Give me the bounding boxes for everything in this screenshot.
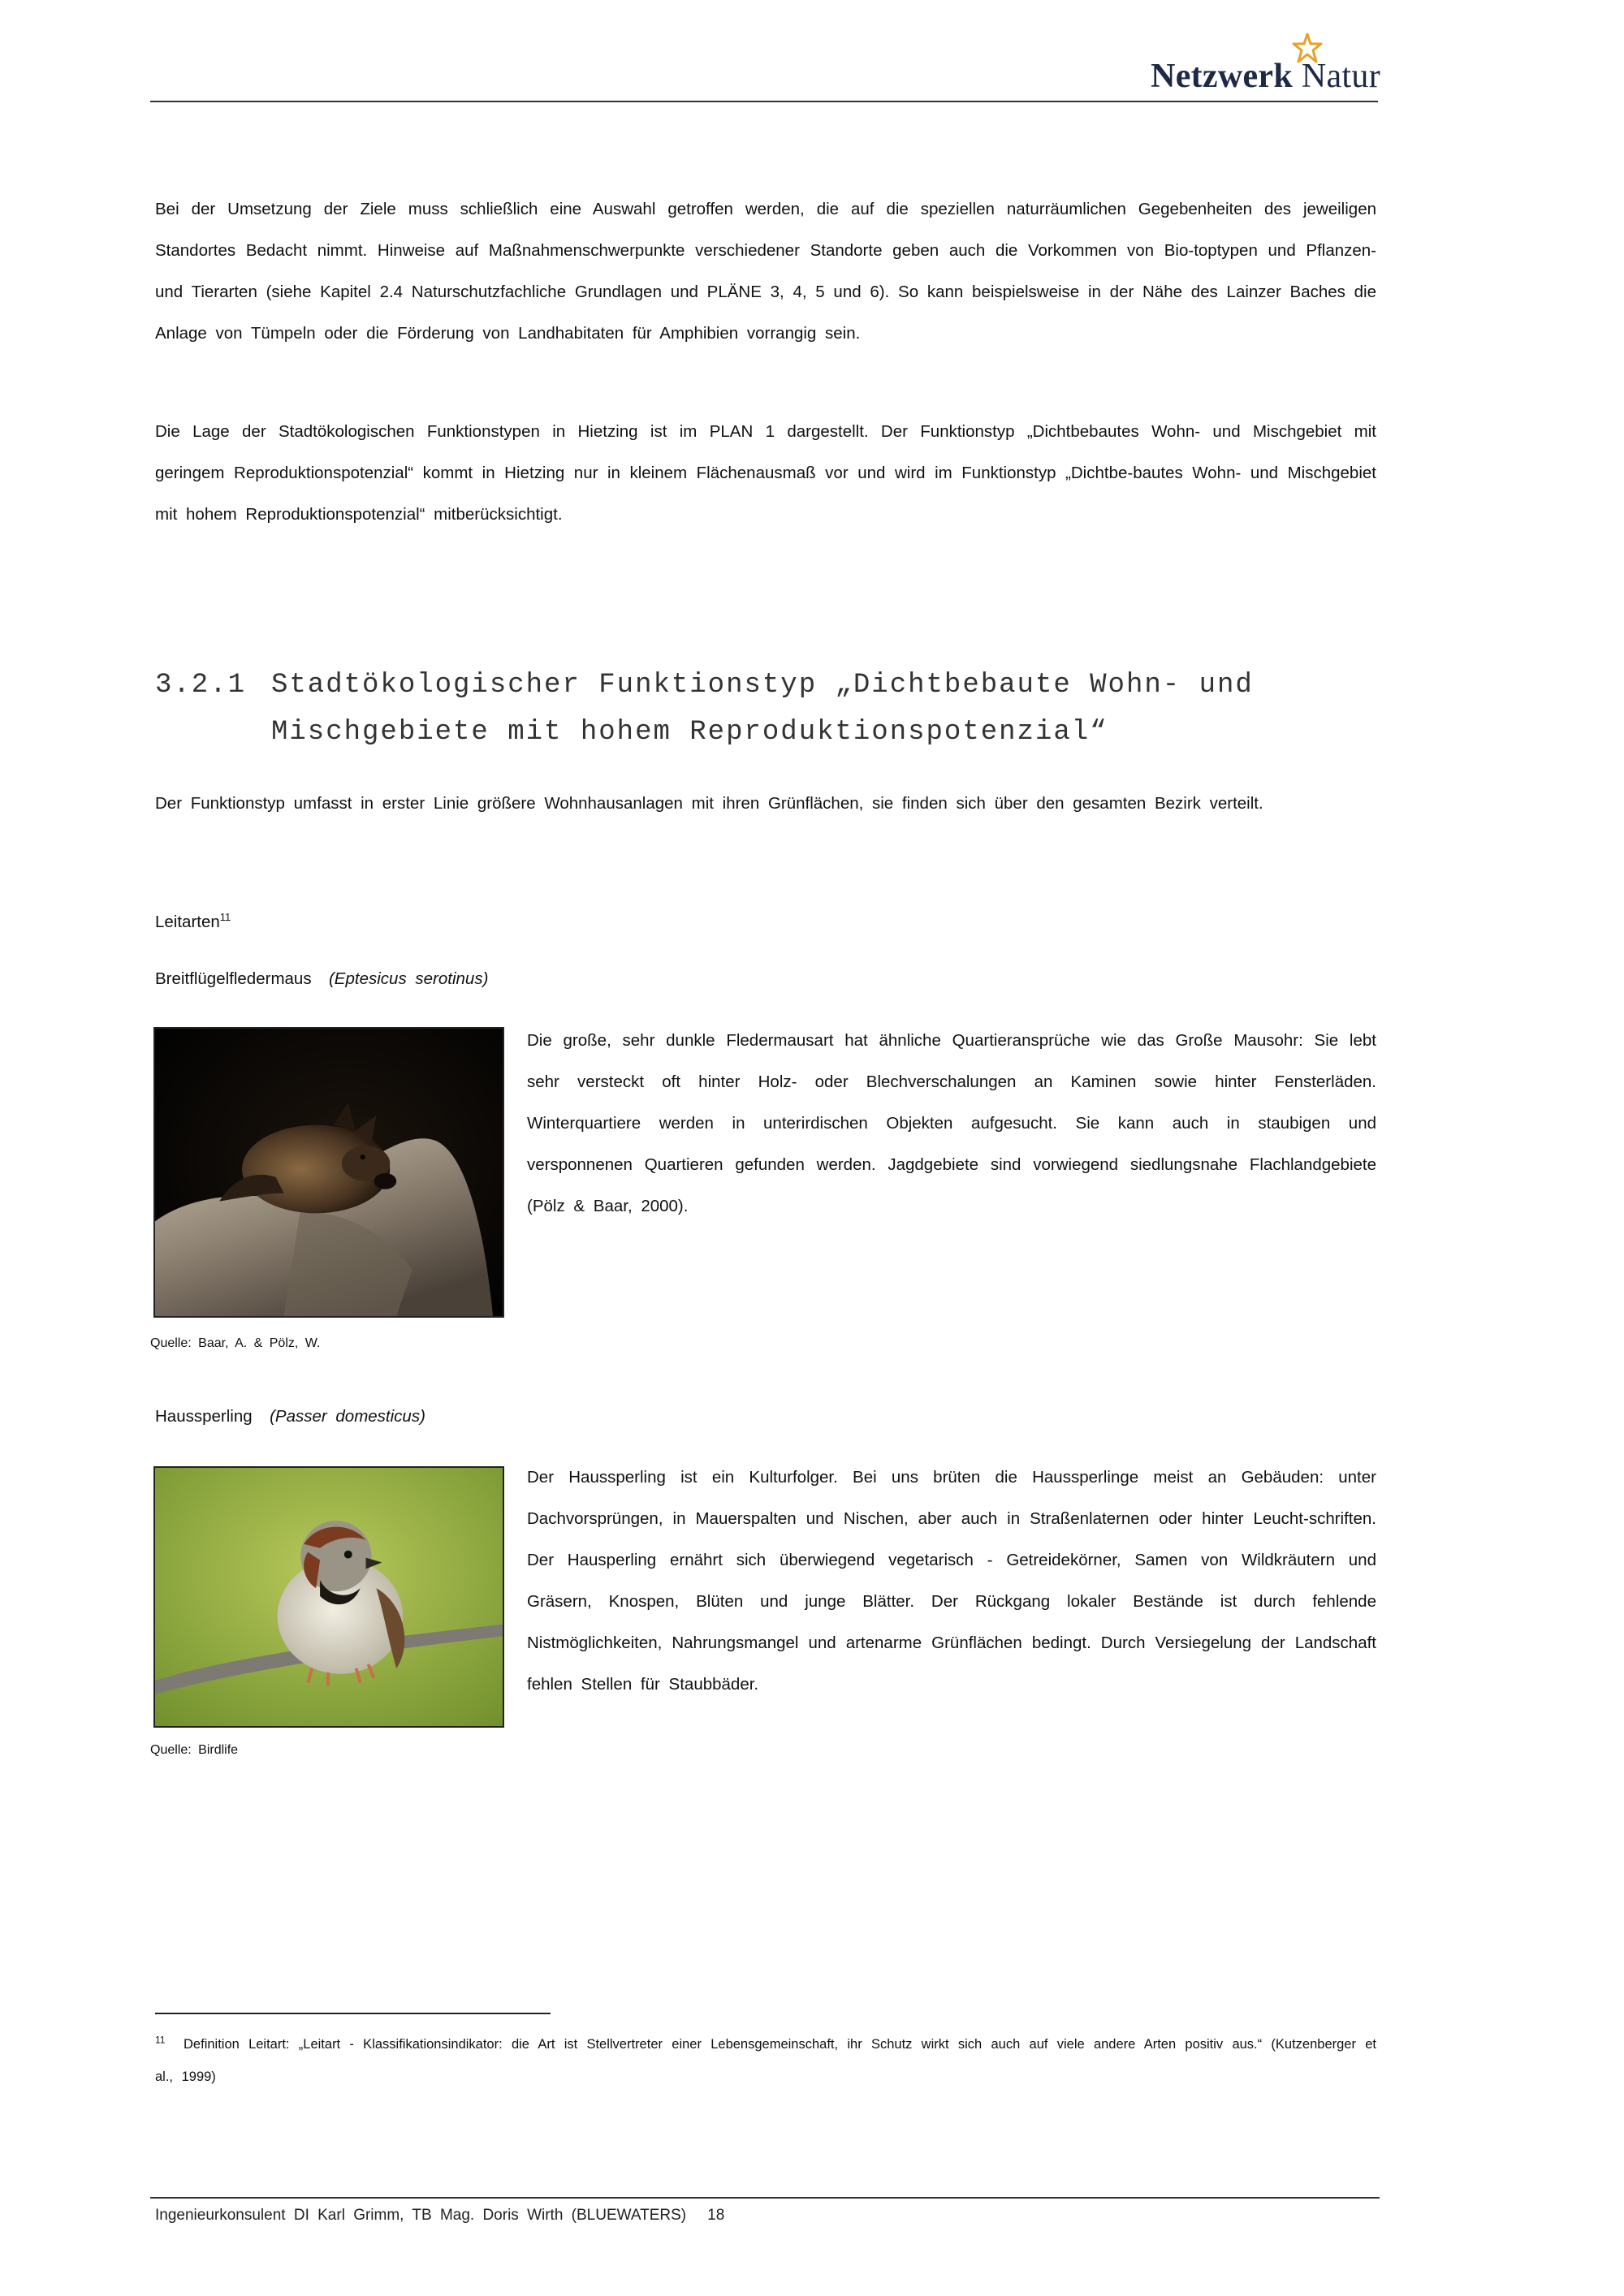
footnote-text: Definition Leitart: „Leitart - Klassifikationsindikator: die Art ist Stellvertreter einer Lebensgemeinschaft, ihr Schutz wirkt sich auch auf viele andere Arten positiv aus.“ (Kutzenberger et al., 1999) (155, 2037, 1376, 2084)
footnote-number: 11 (155, 2034, 166, 2046)
footer-author: Ingenieurkonsulent DI Karl Grimm, TB Mag. Doris Wirth (BLUEWATERS) (155, 2207, 687, 2224)
section-title-line-2: Mischgebiete mit hohem Reproduktionspotenzial“ (271, 717, 1108, 748)
species-description-sparrow: Der Haussperling ist ein Kulturfolger. Bei uns brüten die Haussperlinge meist an Gebäuden: unter Dachvorsprüngen, in Mauerspalten und Nischen, aber auch in Straßenlaternen oder hinter Leucht-schriften. Der Hausperling ernährt sich überwiegend vegetarisch - Getreidekörner, Samen von Wildkräutern und Gräsern, Knospen, Blüten und junge Blätter. Der Rückgang lokaler Bestände ist durch fehlende Nistmöglichkeiten, Nahrungsmangel und artenarme Grünflächen bedingt. Durch Versiegelung der Landschaft fehlen Stellen für Staubbäder. (527, 1468, 1376, 1694)
photo-caption-sparrow: Quelle: Birdlife (150, 1743, 239, 1757)
bat-photo (153, 1027, 504, 1318)
footnote-ref: 11 (219, 911, 231, 924)
photo-caption-bat: Quelle: Baar, A. & Pölz, W. (150, 1336, 321, 1350)
page-number: 18 (707, 2207, 725, 2224)
species-latin-name: (Passer domesticus) (270, 1407, 425, 1426)
species-latin-name: (Eptesicus serotinus) (328, 969, 489, 988)
footer-rule (150, 2197, 1380, 2199)
species-title-sparrow (155, 1402, 425, 1431)
body-paragraph-2: Die Lage der Stadtökologischen Funktionstypen in Hietzing ist im PLAN 1 dargestellt. Der Funktionstyp „Dichtbebautes Wohn- und Mischgebiet mit geringem Reproduktionspotenzial“ kommt in Hietzing nur in kleinem Flächenausmaß vor und wird im Funktionstyp „Dichtbe-bautes Wohn- und Mischgebiet mit hohem Reproduktionspotenzial“ mitberücksichtigt. (155, 422, 1376, 524)
leitarten-heading (155, 908, 231, 937)
footnote (155, 2028, 1376, 2093)
section-number: 3.2.1 (155, 670, 247, 701)
section-title-line-1: Stadtökologischer Funktionstyp „Dichtbebaute Wohn- und (271, 670, 1254, 701)
section-heading (155, 662, 1389, 756)
section-intro: Der Funktionstyp umfasst in erster Linie größere Wohnhausanlagen mit ihren Grünflächen, sie finden sich über den gesamten Bezirk verteilt. (155, 794, 1263, 813)
body-paragraph-1: Bei der Umsetzung der Ziele muss schließlich eine Auswahl getroffen werden, die auf die speziellen naturräumlichen Gegebenheiten des jeweiligen Standortes Bedacht nimmt. Hinweise auf Maßnahmenschwerpunkte verschiedener Standorte geben auch die Vorkommen von Bio-toptypen und Pflanzen- und Tierarten (siehe Kapitel 2.4 Naturschutzfachliche Grundlagen und PLÄNE 3, 4, 5 und 6). So kann beispielsweise in der Nähe des Lainzer Baches die Anlage von Tümpeln oder die Förderung von Landhabitaten für Amphibien vorrangig sein. (155, 200, 1376, 343)
netzwerk-natur-logo (1112, 32, 1380, 101)
species-title-bat (155, 965, 488, 994)
header-rule (150, 101, 1378, 102)
leitarten-label: Leitarten (155, 913, 220, 931)
species-description-bat: Die große, sehr dunkle Fledermausart hat ähnliche Quartieransprüche wie das Große Mausohr: Sie lebt sehr versteckt oft hinter Holz- oder Blechverschalungen an Kaminen sowie hinter Fensterläden. Winterquartiere werden in unterirdischen Objekten aufgesucht. Sie kann auch in staubigen und versponnenen Quartieren gefunden werden. Jagdgebiete sind vorwiegend siedlungsnahe Flachlandgebiete (Pölz & Baar, 2000). (527, 1031, 1376, 1215)
page-footer (155, 2203, 724, 2228)
species-common-name: Breitflügelfledermaus (155, 969, 312, 988)
logo-text: Netzwerk Natur (1151, 58, 1380, 95)
species-common-name: Haussperling (155, 1407, 253, 1426)
footnote-rule (155, 2013, 551, 2014)
sparrow-photo (153, 1466, 504, 1728)
